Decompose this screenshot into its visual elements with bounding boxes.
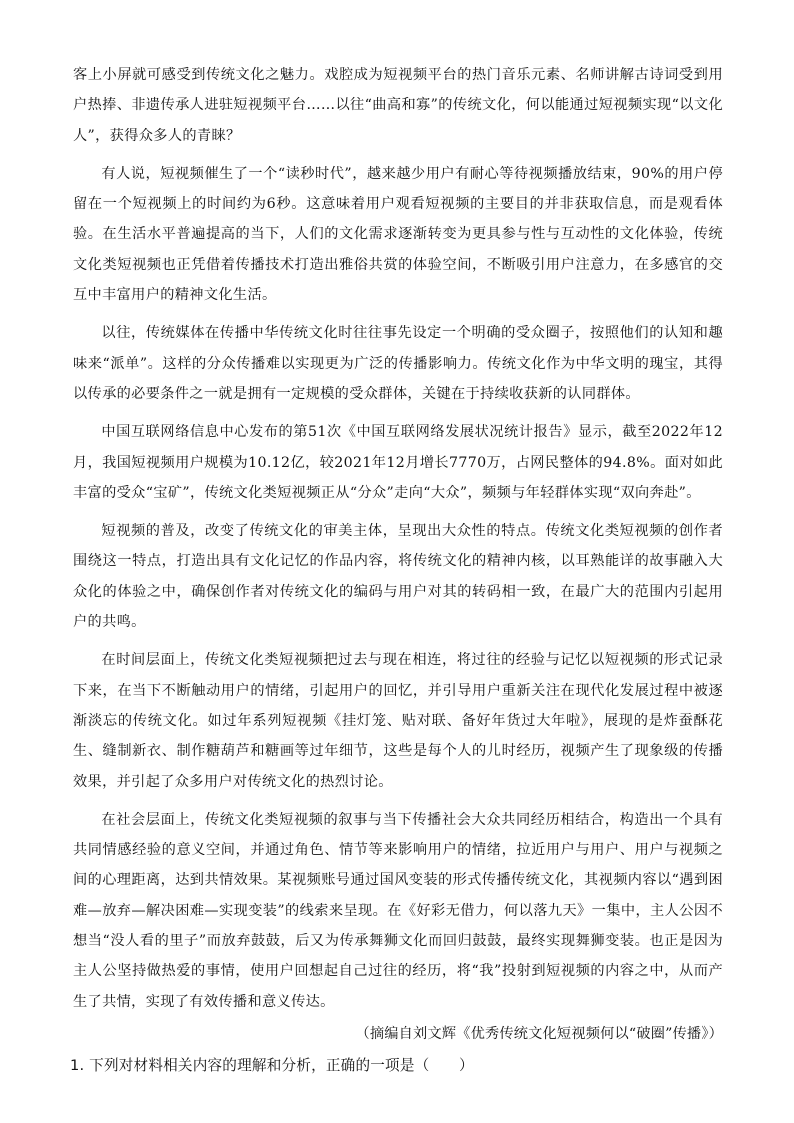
source-citation: （摘编自刘文辉《优秀传统文化短视频何以“破圈”传播》） <box>355 1025 723 1042</box>
paragraph-intro: 客上小屏就可感受到传统文化之魅力。戏腔成为短视频平台的热门音乐元素、名师讲解古诗词受到用户热捧、非遗传承人进驻短视频平台……以往“曲高和寡”的传统文化，何以能通过短视频实现“以文化人”，获得众多人的青睐？ <box>73 67 723 144</box>
paragraph-social-level: 在社会层面上，传统文化类短视频的叙事与当下传播社会大众共同经历相结合，构造出一个具有共同情感经验的意义空间，并通过角色、情节等来影响用户的情绪，拉近用户与用户、用户与视频之间的心理距离，达到共情效果。某视频账号通过国风变装的形式传播传统文化，其视频内容以“遇到困难—放弃—解决困难—实现变装”的线索来呈现。在《好彩无借力，何以落九天》一集中，主人公因不想当“没人看的里子”而放弃鼓鼓，后又为传承舞狮文化而回归鼓鼓，最终实现舞狮变装。也正是因为主人公坚持做热爱的事情，使用户回想起自己过往的经历，将“我”投射到短视频的内容之中，从而产生了共情，实现了有效传播和意义传达。 <box>73 811 723 1010</box>
paragraph-time-level: 在时间层面上，传统文化类短视频把过去与现在相连，将过往的经验与记忆以短视频的形式记录下来，在当下不断触动用户的情绪，引起用户的回忆，并引导用户重新关注在现代化发展过程中被逐渐淡忘的传统文化。如过年系列短视频《挂灯笼、贴对联、备好年货过大年啦》，展现的是炸蚕酥花生、缝制新衣、制作糖葫芦和糖画等过年细节，这些是每个人的儿时经历，视频产生了现象级的传播效果，并引起了众多用户对传统文化的热烈讨论。 <box>73 652 723 790</box>
paragraph-traditional-media: 以往，传统媒体在传播中华传统文化时往往事先设定一个明确的受众圈子，按照他们的认知和趣味来“派单”。这样的分众传播难以实现更为广泛的传播影响力。传统文化作为中华文明的瑰宝，其得以传承的必要条件之一就是拥有一定规模的受众群体，关键在于持续收获新的认同群体。 <box>73 325 723 402</box>
paragraph-cnnic-report: 中国互联网络信息中心发布的第51次《中国互联网络发展状况统计报告》显示，截至2022年12月，我国短视频用户规模为10.12亿，较2021年12月增长7770万，占网民整体的94.8%。面对如此丰富的受众“宝矿”，传统文化类短视频正从“分众”走向“大众”，频频与年轻群体实现“双向奔赴”。 <box>73 424 723 501</box>
document-page <box>70 60 723 1081</box>
question-1: 1. 下列对材料相关内容的理解和分析，正确的一项是（ ） <box>70 1056 474 1074</box>
paragraph-reading-seconds: 有人说，短视频催生了一个“读秒时代”，越来越少用户有耐心等待视频播放结束，90%的用户停留在一个短视频上的时间约为6秒。这意味着用户观看短视频的主要目的并非获取信息，而是观看体验。在生活水平普遍提高的当下，人们的文化需求逐渐转变为更具参与性与互动性的文化体验，传统文化类短视频也正凭借着传播技术打造出雅俗共赏的体验空间，不断吸引用户注意力，在多感官的交互中丰富用户的精神文化生活。 <box>73 165 723 304</box>
paragraph-aesthetic-subject: 短视频的普及，改变了传统文化的审美主体，呈现出大众性的特点。传统文化类短视频的创作者围绕这一特点，打造出具有文化记忆的作品内容，将传统文化的精神内核，以耳熟能详的故事融入大众化的体验之中，确保创作者对传统文化的编码与用户对其的转码相一致，在最广大的范围内引起用户的共鸣。 <box>73 523 723 631</box>
